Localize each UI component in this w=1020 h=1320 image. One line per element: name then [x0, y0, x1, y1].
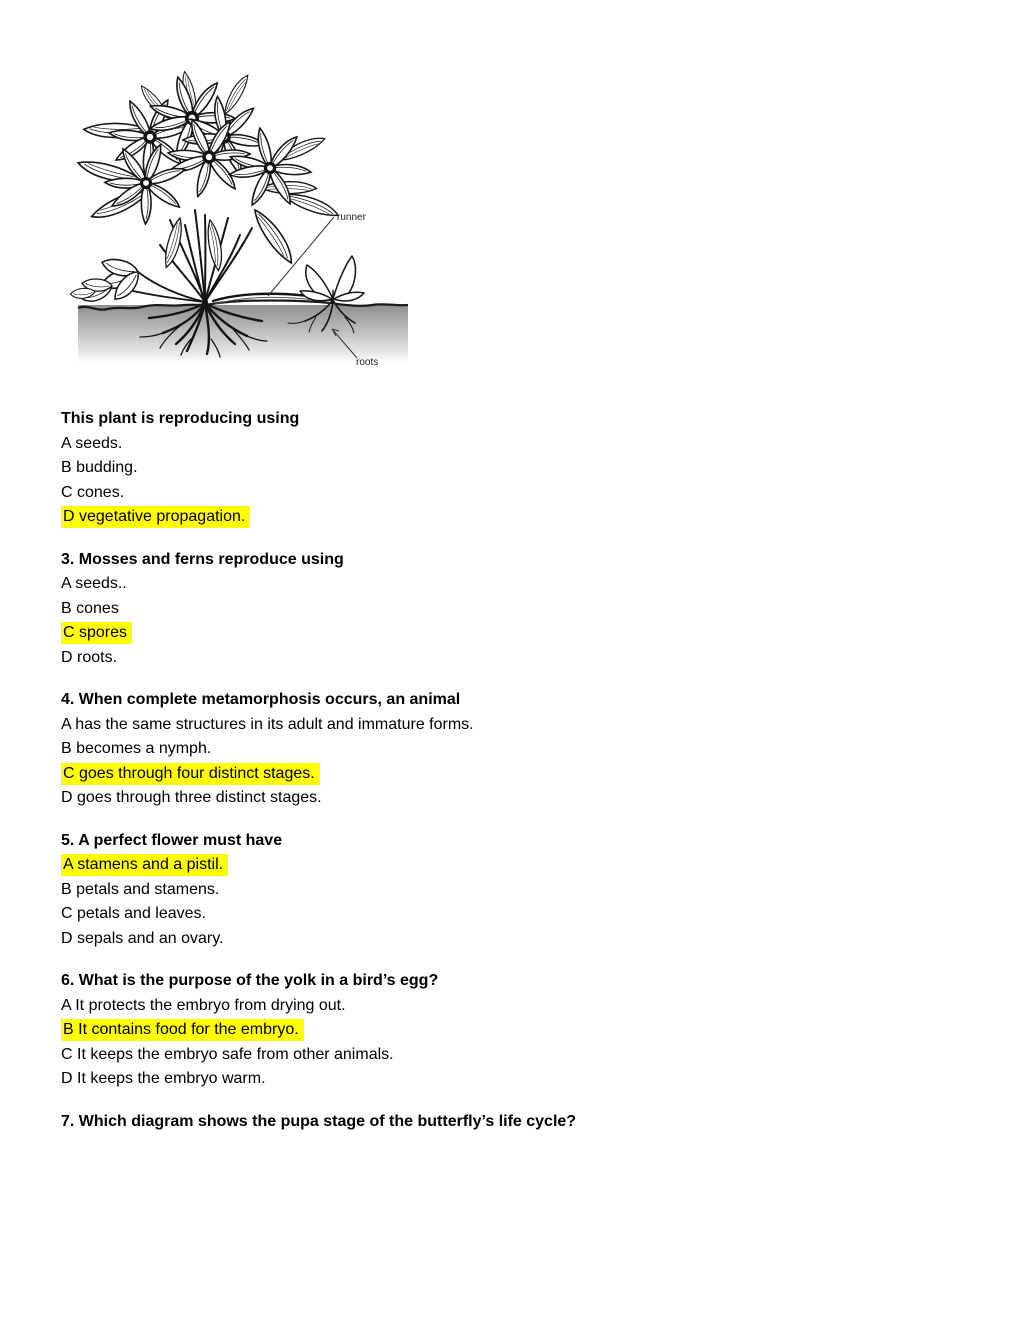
question-title: 5. A perfect flower must have [61, 831, 283, 849]
option-text: B cones [61, 599, 119, 617]
question-option [61, 1018, 961, 1043]
question-block-7 [61, 1110, 961, 1135]
option-text: A seeds.. [61, 575, 127, 592]
roots-label: roots [356, 357, 379, 368]
option-text: C petals and leaves. [61, 905, 206, 922]
plantlet [300, 256, 364, 301]
option-text: C It keeps the embryo safe from other animals. [61, 1045, 394, 1063]
question-option [61, 878, 961, 903]
question-option [61, 597, 961, 622]
question-list [61, 407, 961, 1152]
question-option [61, 481, 961, 506]
question-option [61, 762, 961, 787]
option-text: D It keeps the embryo warm. [61, 1070, 266, 1087]
option-text: D sepals and an ovary. [61, 929, 224, 947]
option-text: A seeds. [61, 434, 123, 452]
question-option [61, 853, 961, 878]
option-text: B becomes a nymph. [61, 740, 212, 757]
question-option [61, 621, 961, 646]
plant-illustration-svg [0, 60, 430, 380]
option-text: C goes through four distinct stages. [61, 763, 320, 785]
option-text: B petals and stamens. [61, 880, 220, 898]
question-title: 3. Mosses and ferns reproduce using [61, 550, 344, 568]
question-option [61, 572, 961, 597]
question-option [61, 432, 961, 457]
option-text: B budding. [61, 459, 138, 476]
option-text: B It contains food for the embryo. [61, 1019, 304, 1041]
question-option [61, 927, 961, 952]
question-option [61, 646, 961, 671]
question-option [61, 505, 961, 530]
option-text: D goes through three distinct stages. [61, 789, 322, 806]
option-text: A stamens and a pistil. [61, 854, 228, 876]
question-title: 6. What is the purpose of the yolk in a bird’s egg? [61, 972, 439, 989]
question-block-2 [61, 407, 961, 530]
question-block-6 [61, 969, 961, 1092]
question-option [61, 994, 961, 1019]
runner-label: runner [337, 212, 366, 223]
question-option [61, 1067, 961, 1092]
question-option [61, 713, 961, 738]
question-option [61, 1043, 961, 1068]
question-block-3 [61, 548, 961, 671]
question-option [61, 902, 961, 927]
option-text: A It protects the embryo from drying out. [61, 996, 346, 1014]
option-text: D vegetative propagation. [61, 506, 250, 528]
left-leaves [70, 253, 205, 304]
option-text: A has the same structures in its adult and immature forms. [61, 715, 474, 733]
question-option [61, 456, 961, 481]
option-text: D roots. [61, 648, 118, 666]
option-text: C cones. [61, 483, 125, 501]
question-option [61, 786, 961, 811]
question-option [61, 737, 961, 762]
question-title: This plant is reproducing using [61, 410, 300, 427]
question-block-4 [61, 688, 961, 811]
question-block-5 [61, 829, 961, 952]
question-title: 4. When complete metamorphosis occurs, an animal [61, 691, 461, 708]
plant-illustration [0, 60, 430, 380]
question-title: 7. Which diagram shows the pupa stage of the butterfly’s life cycle? [61, 1112, 577, 1130]
option-text: C spores [61, 622, 132, 644]
